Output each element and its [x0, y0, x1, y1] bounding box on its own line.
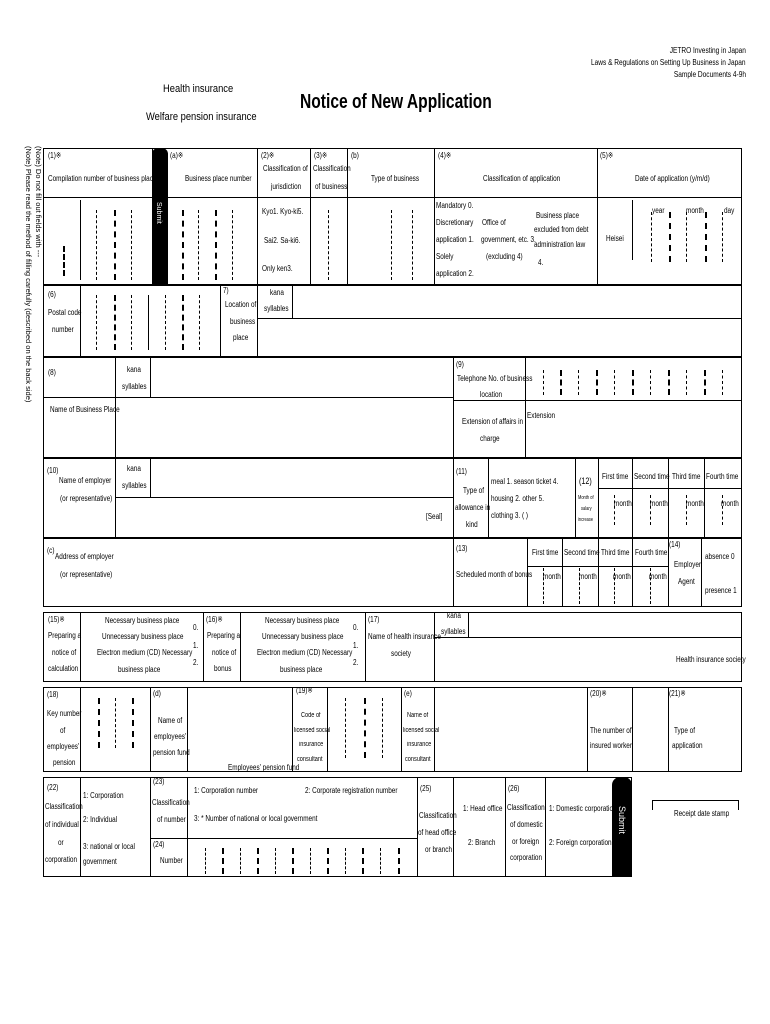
field-23-label: (23): [153, 777, 165, 786]
solely-option: Solely: [436, 252, 454, 261]
field-2-label: (2)※: [261, 151, 275, 160]
code-of-label: Code of: [301, 712, 321, 719]
row7-frame: [43, 687, 742, 772]
page-title: Notice of New Application: [300, 91, 492, 113]
year-label: year: [652, 206, 665, 215]
of-individual-label: of individual: [45, 820, 79, 829]
field-16-label: (16)※: [206, 615, 223, 624]
side-note-2: (Note) Do not fill out fields with ---: [34, 146, 43, 258]
bonus-month-3: month: [613, 572, 631, 581]
name-of-employer-label: Name of employer: [59, 476, 112, 485]
bp-excluded-4: 4.: [538, 258, 544, 267]
jurisdiction-label: jurisdiction: [271, 182, 302, 191]
hi-society-label: Health insurance society: [676, 655, 746, 664]
day-label: day: [724, 206, 735, 215]
address-rep-label: (or representative): [60, 570, 113, 579]
number-label: number: [52, 325, 74, 334]
bonus-month-1: month: [543, 572, 561, 581]
month-of-salary-label: Month of: [578, 495, 594, 501]
row3-frame: [43, 357, 742, 458]
employees-label: employees': [47, 742, 80, 751]
calc-n0: 0.: [193, 623, 199, 632]
or-foreign-label: or foreign: [512, 837, 540, 846]
calc-ubp: Unnecessary business place: [102, 632, 184, 641]
name-syllables-label: syllables: [122, 382, 147, 391]
employees2-label: employees': [154, 732, 187, 741]
office-of-option: Office of: [482, 218, 506, 227]
domestic-option: 1: Domestic corporation: [549, 804, 617, 813]
classification-indiv-label: Classification: [45, 802, 83, 811]
insurance-label: insurance: [299, 741, 324, 748]
kind-label: kind: [466, 520, 478, 529]
classification-ho-label: Classification: [419, 811, 457, 820]
absence-option: absence 0: [705, 552, 735, 561]
charge-label: charge: [480, 434, 500, 443]
submit-label: Submit: [617, 806, 627, 835]
bonus-fourth-time: Fourth time: [635, 548, 668, 557]
of-number-label: of number: [157, 815, 186, 824]
individual-option: 2: Individual: [83, 815, 118, 824]
row1-frame: [43, 148, 742, 285]
excluding-option: (excluding 4): [486, 252, 523, 261]
type-of-business-label: Type of business: [371, 174, 420, 183]
hi-kana-label: kana: [447, 611, 461, 620]
pension-label: pension: [53, 758, 76, 767]
the-number-of-label: The number of: [590, 726, 632, 735]
key-number-label: Key number: [47, 709, 82, 718]
bonus-nbp: Necessary business place: [265, 616, 340, 625]
field-9-label: (9): [456, 360, 464, 369]
kyo-option: Kyo1. Kyo-ki5.: [262, 207, 304, 216]
insurance2-label: insurance: [407, 741, 432, 748]
bonus-month-4: month: [649, 572, 667, 581]
salary-label: salary: [581, 506, 592, 512]
mandatory-option: Mandatory 0.: [436, 201, 474, 210]
type-of-app-label: Type of: [674, 726, 695, 735]
presence-option: presence 1: [705, 586, 737, 595]
field-13-label: (13): [456, 544, 468, 553]
business-place-number-label: Business place number: [185, 174, 252, 183]
field-20-label: (20)※: [590, 689, 607, 698]
address-of-employer-label: Address of employer: [55, 552, 114, 561]
salary-month-3: month: [686, 499, 704, 508]
corp-reg-option: 2: Corporate registration number: [305, 786, 398, 795]
consultant-label: consultant: [297, 756, 323, 763]
notice-of2-label: notice of: [212, 648, 237, 657]
field-17-label: (17): [368, 615, 380, 624]
calc-em: Electron medium (CD) Necessary: [97, 648, 193, 657]
salary-third-time: Third time: [672, 472, 701, 481]
field-25-label: (25): [420, 784, 432, 793]
pension-fund-label: pension fund: [153, 748, 190, 757]
licensed-social2-label: licensed social: [403, 727, 440, 734]
salary-month-2: month: [650, 499, 668, 508]
agent-label: Agent: [678, 577, 695, 586]
society-label: society: [391, 649, 411, 658]
government-option: government, etc. 3.: [481, 235, 536, 244]
field-26-label: (26): [508, 784, 520, 793]
name-of-business-place-label: Name of Business Place: [50, 405, 120, 414]
calc-n1: 1.: [193, 641, 199, 650]
branch-option: 2: Branch: [468, 838, 496, 847]
bonus-bp: business place: [280, 665, 323, 674]
corp-number-option: 1: Corporation number: [194, 786, 259, 795]
bp-excluded-2: excluded from debt: [534, 225, 589, 234]
field-1-label: (1)※: [48, 151, 62, 160]
bonus-month-2: month: [579, 572, 597, 581]
or-branch-label: or branch: [425, 845, 453, 854]
header-laws: Laws & Regulations on Setting Up Business in Japan: [591, 58, 746, 67]
side-note-1: (Note) Please read the method of filling carefully (described on the back side): [24, 146, 33, 403]
bonus-third-time: Third time: [601, 548, 630, 557]
submit-vertical-label: Submit: [155, 202, 162, 224]
government-option-a: 3: national or local: [83, 842, 135, 851]
loc-syllables-label: syllables: [264, 304, 289, 313]
receipt-date-stamp-label: Receipt date stamp: [674, 809, 730, 818]
date-of-application-label: Date of application (y/m/d): [635, 174, 710, 183]
header-sample: Sample Documents 4-9h: [673, 70, 746, 79]
type-of-label: Type of: [463, 486, 484, 495]
allowance-in-label: allowance in: [455, 503, 491, 512]
calc-nbp: Necessary business place: [105, 616, 180, 625]
classification-of-application-label: Classification of application: [483, 174, 561, 183]
employer-kana-label: kana: [127, 464, 141, 473]
month-label: month: [686, 206, 704, 215]
employer-rep-label: (or representative): [60, 494, 113, 503]
business-label: business: [230, 317, 256, 326]
row4-frame: [43, 458, 742, 538]
salary-month-1: month: [614, 499, 632, 508]
field-b-label: (b): [351, 151, 359, 160]
employer-agent-label: Employer: [674, 560, 702, 569]
field-e-label: (e): [404, 689, 412, 698]
calc-n2: 2.: [193, 658, 199, 667]
of-business-label: of business: [315, 182, 348, 191]
classification-dom-label: Classification: [507, 803, 545, 812]
licensed-social-label: licensed social: [294, 727, 331, 734]
name-kana-label: kana: [127, 365, 141, 374]
name-of2-label: Name of: [407, 712, 429, 719]
field-6-label: (6): [48, 290, 56, 299]
bonus-n1: 1.: [353, 641, 359, 650]
field-10-label: (10): [47, 466, 59, 475]
bonus-second-time: Second time: [564, 548, 600, 557]
bonus-first-time: First time: [532, 548, 559, 557]
calc-bp: business place: [118, 665, 161, 674]
header-jetro: JETRO Investing in Japan: [669, 46, 746, 55]
bp-excluded-3: administration law: [534, 240, 586, 249]
calculation-label: calculation: [48, 664, 79, 673]
classification-of-label: Classification of: [263, 164, 308, 173]
field-12-label: (12): [579, 476, 592, 486]
salary-first-time: First time: [602, 472, 629, 481]
heisei-label: Heisei: [606, 234, 624, 243]
extension-of-affairs-label: Extension of affairs in: [462, 417, 524, 426]
or-label: or: [58, 838, 64, 847]
field-18-label: (18): [47, 690, 59, 699]
discretionary-option: Discretionary: [436, 218, 474, 227]
field-21-label: (21)※: [669, 689, 686, 698]
location-label: location: [480, 390, 503, 399]
national-option: 3: * Number of national or local government: [194, 814, 318, 823]
salary-second-time: Second time: [634, 472, 670, 481]
number24-label: Number: [160, 856, 183, 865]
name-of-hi-label: Name of health insurance: [368, 632, 441, 641]
housing-option: housing 2. other 5.: [491, 494, 545, 503]
field-3-label: (3)※: [314, 151, 328, 160]
head-office-option: 1: Head office: [463, 804, 503, 813]
extension-label: Extension: [527, 411, 556, 420]
of-label: of: [60, 726, 66, 735]
application2-option: application 2.: [436, 269, 474, 278]
preparing-a-label: Preparing a: [48, 631, 82, 640]
of-head-office-label: of head office: [418, 828, 457, 837]
field-15-label: (15)※: [48, 615, 65, 624]
field-11-label: (11): [456, 467, 467, 476]
increase-label: increase: [578, 517, 594, 523]
preparing-a2-label: Preparing a: [207, 631, 241, 640]
corporation2-label: corporation: [510, 853, 543, 862]
postal-code-label: Postal code: [48, 308, 82, 317]
field-c-label: (c): [47, 546, 55, 555]
government-option-b: government: [83, 857, 117, 866]
only-option: Only ken3.: [262, 264, 293, 273]
compilation-label: Compilation number of business place: [48, 174, 157, 183]
hi-syllables-label: syllables: [441, 627, 466, 636]
loc-kana-label: kana: [270, 288, 284, 297]
corporation-option: 1: Corporation: [83, 791, 124, 800]
bp-excluded-1: Business place: [536, 211, 580, 220]
field-14-label: (14): [669, 540, 681, 549]
corporation-label: corporation: [45, 855, 78, 864]
salary-fourth-time: Fourth time: [706, 472, 739, 481]
field-19-label: (19)※: [296, 686, 313, 695]
health-insurance-label: Health insurance: [163, 83, 234, 95]
place-label: place: [233, 333, 249, 342]
application1-option: application 1.: [436, 235, 474, 244]
welfare-pension-label: Welfare pension insurance: [146, 111, 257, 123]
classification-num-label: Classification: [152, 798, 190, 807]
field-24-label: (24): [153, 840, 165, 849]
meal-option: meal 1. season ticket 4.: [491, 477, 559, 486]
seal-label: [Seal]: [426, 512, 443, 521]
of-domestic-label: of domestic: [510, 820, 543, 829]
scheduled-month-label: Scheduled month of bonus: [456, 570, 533, 579]
field-a-label: (a)※: [170, 151, 184, 160]
sai-option: Sai2. Sa-ki6.: [264, 236, 301, 245]
foreign-option: 2: Foreign corporation: [549, 838, 612, 847]
bonus-label: bonus: [214, 664, 232, 673]
field-5-label: (5)※: [600, 151, 614, 160]
name-of-label: Name of: [158, 716, 183, 725]
clothing-option: clothing 3. ( ): [491, 511, 528, 520]
epf-label: Employees' pension fund: [228, 763, 300, 772]
bonus-n0: 0.: [353, 623, 359, 632]
classification-label: Classification: [313, 164, 351, 173]
field-4-label: (4)※: [438, 151, 452, 160]
bonus-em: Electron medium (CD) Necessary: [257, 648, 353, 657]
bonus-n2: 2.: [353, 658, 359, 667]
insured-worker-label: insured worker: [590, 741, 632, 750]
field-7-label: 7): [223, 286, 229, 295]
consultant2-label: consultant: [405, 756, 431, 763]
field-22-label: (22): [47, 783, 59, 792]
field-8-label: (8): [48, 368, 56, 377]
application-label: application: [672, 741, 703, 750]
employer-syllables-label: syllables: [122, 481, 147, 490]
telephone-label: Telephone No. of business: [457, 374, 533, 383]
salary-month-4: month: [721, 499, 739, 508]
notice-of-label: notice of: [52, 648, 77, 657]
bonus-ubp: Unnecessary business place: [262, 632, 344, 641]
location-of-label: Location of: [225, 300, 257, 309]
field-d-label: (d): [153, 689, 161, 698]
